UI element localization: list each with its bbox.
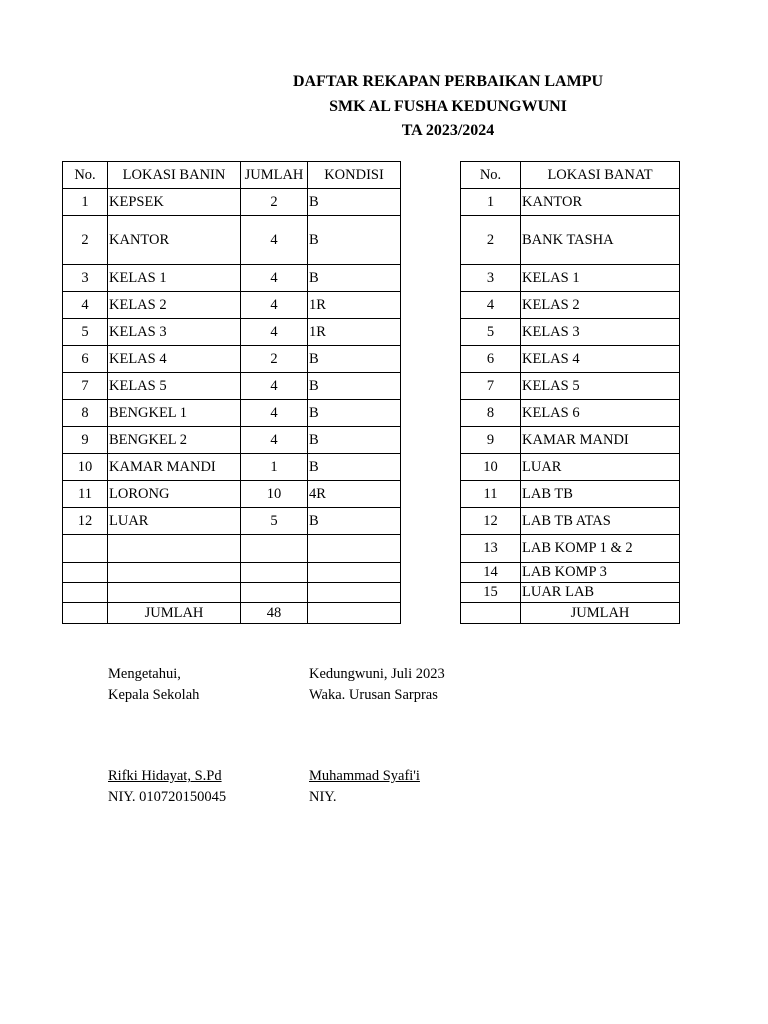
cell-no: 7 — [461, 373, 521, 400]
empty-cell — [63, 563, 108, 583]
table-row — [461, 400, 680, 427]
table-row — [461, 319, 680, 346]
cell-no: 12 — [63, 508, 108, 535]
signature-left-name-block — [108, 766, 226, 808]
cell-kondisi: B — [308, 427, 401, 454]
empty-cell — [241, 563, 308, 583]
table-row — [63, 400, 401, 427]
cell-jumlah: 4 — [241, 319, 308, 346]
cell-jumlah: 4 — [241, 373, 308, 400]
cell-jumlah: 4 — [241, 265, 308, 292]
cell-kondisi: B — [308, 400, 401, 427]
header-jumlah: JUMLAH — [241, 162, 308, 189]
cell-lokasi: KELAS 2 — [108, 292, 241, 319]
total-row — [63, 603, 401, 624]
cell-kondisi: B — [308, 454, 401, 481]
cell-jumlah: 10 — [241, 481, 308, 508]
table-row — [461, 508, 680, 535]
table-row — [63, 346, 401, 373]
header-lokasi: LOKASI BANAT — [521, 162, 680, 189]
total-label: JUMLAH — [108, 603, 241, 624]
cell-kondisi: B — [308, 189, 401, 216]
cell-lokasi: KELAS 3 — [521, 319, 680, 346]
cell-lokasi: LAB TB ATAS — [521, 508, 680, 535]
table-row — [461, 454, 680, 481]
cell-jumlah: 4 — [241, 427, 308, 454]
cell-kondisi: B — [308, 265, 401, 292]
cell-lokasi: BENGKEL 1 — [108, 400, 241, 427]
cell-no: 11 — [63, 481, 108, 508]
total-value: 48 — [241, 603, 308, 624]
cell-no: 4 — [461, 292, 521, 319]
table-row — [63, 319, 401, 346]
empty-cell — [308, 535, 401, 563]
table-row — [461, 292, 680, 319]
title-line-1: DAFTAR REKAPAN PERBAIKAN LAMPU — [292, 73, 604, 90]
total-row — [461, 603, 680, 624]
table-row — [63, 216, 401, 265]
empty-cell — [108, 535, 241, 563]
cell-jumlah: 4 — [241, 292, 308, 319]
cell-lokasi: KELAS 6 — [521, 400, 680, 427]
sig-right-id: NIY. — [309, 789, 337, 805]
cell-lokasi: KANTOR — [108, 216, 241, 265]
cell-no: 4 — [63, 292, 108, 319]
cell-kondisi: B — [308, 373, 401, 400]
cell-jumlah: 2 — [241, 189, 308, 216]
table-row — [461, 535, 680, 563]
cell-no: 1 — [63, 189, 108, 216]
cell-no: 5 — [461, 319, 521, 346]
table-header-row — [63, 162, 401, 189]
empty-cell — [308, 603, 401, 624]
sig-right-name: Muhammad Syafi'i — [309, 768, 420, 784]
table-header-row — [461, 162, 680, 189]
cell-lokasi: KEPSEK — [108, 189, 241, 216]
banat-table — [460, 161, 680, 624]
cell-kondisi: B — [308, 216, 401, 265]
table-row — [461, 189, 680, 216]
cell-lokasi: KANTOR — [521, 189, 680, 216]
cell-no: 2 — [63, 216, 108, 265]
cell-jumlah: 4 — [241, 216, 308, 265]
empty-row — [63, 583, 401, 603]
cell-no: 15 — [461, 583, 521, 603]
cell-jumlah: 1 — [241, 454, 308, 481]
cell-lokasi: KELAS 3 — [108, 319, 241, 346]
cell-no: 1 — [461, 189, 521, 216]
cell-lokasi: BANK TASHA — [521, 216, 680, 265]
empty-cell — [308, 563, 401, 583]
table-row — [63, 454, 401, 481]
cell-lokasi: KELAS 1 — [521, 265, 680, 292]
empty-cell — [63, 535, 108, 563]
cell-no: 8 — [63, 400, 108, 427]
sig-left-id: NIY. 010720150045 — [108, 789, 227, 805]
header-kondisi: KONDISI — [308, 162, 401, 189]
cell-no: 10 — [63, 454, 108, 481]
table-row — [63, 427, 401, 454]
cell-kondisi: B — [308, 346, 401, 373]
cell-no: 3 — [461, 265, 521, 292]
banin-table — [62, 161, 401, 624]
cell-no: 13 — [461, 535, 521, 563]
cell-lokasi: BENGKEL 2 — [108, 427, 241, 454]
cell-no: 10 — [461, 454, 521, 481]
sig-right-line2: Waka. Urusan Sarpras — [309, 687, 438, 703]
table-row — [63, 265, 401, 292]
header-lokasi: LOKASI BANIN — [108, 162, 241, 189]
signature-right — [309, 664, 445, 706]
cell-lokasi: KELAS 5 — [521, 373, 680, 400]
document-title — [0, 70, 768, 144]
cell-lokasi: LUAR — [521, 454, 680, 481]
table-row — [461, 583, 680, 603]
cell-no: 14 — [461, 563, 521, 583]
cell-no: 8 — [461, 400, 521, 427]
signature-right-name-block — [309, 766, 420, 808]
table-row — [461, 481, 680, 508]
table-row — [63, 508, 401, 535]
empty-cell — [461, 603, 521, 624]
table-row — [63, 373, 401, 400]
empty-cell — [108, 563, 241, 583]
sig-left-name: Rifki Hidayat, S.Pd — [108, 768, 222, 784]
cell-lokasi: KELAS 5 — [108, 373, 241, 400]
title-line-2: SMK AL FUSHA KEDUNGWUNI — [329, 97, 567, 115]
sig-right-line1: Kedungwuni, Juli 2023 — [309, 666, 445, 682]
empty-cell — [241, 535, 308, 563]
signature-left — [108, 664, 199, 706]
table-row — [461, 265, 680, 292]
cell-lokasi: KELAS 4 — [521, 346, 680, 373]
cell-lokasi: KAMAR MANDI — [108, 454, 241, 481]
table-row — [461, 346, 680, 373]
cell-lokasi: LAB KOMP 1 & 2 — [521, 535, 680, 563]
table-row — [63, 189, 401, 216]
cell-no: 12 — [461, 508, 521, 535]
cell-no: 9 — [63, 427, 108, 454]
cell-kondisi: B — [308, 508, 401, 535]
header-no: No. — [63, 162, 108, 189]
empty-row — [63, 535, 401, 563]
cell-lokasi: KELAS 2 — [521, 292, 680, 319]
cell-lokasi: LUAR LAB — [521, 583, 680, 603]
cell-lokasi: LAB KOMP 3 — [521, 563, 680, 583]
cell-lokasi: KAMAR MANDI — [521, 427, 680, 454]
empty-cell — [63, 583, 108, 603]
cell-no: 6 — [63, 346, 108, 373]
empty-cell — [63, 603, 108, 624]
cell-lokasi: LAB TB — [521, 481, 680, 508]
empty-cell — [108, 583, 241, 603]
cell-kondisi: 4R — [308, 481, 401, 508]
table-row — [63, 481, 401, 508]
empty-cell — [308, 583, 401, 603]
cell-no: 3 — [63, 265, 108, 292]
table-row — [461, 563, 680, 583]
cell-lokasi: LORONG — [108, 481, 241, 508]
cell-no: 11 — [461, 481, 521, 508]
table-row — [461, 373, 680, 400]
cell-jumlah: 2 — [241, 346, 308, 373]
cell-no: 2 — [461, 216, 521, 265]
header-no: No. — [461, 162, 521, 189]
cell-lokasi: KELAS 4 — [108, 346, 241, 373]
cell-lokasi: KELAS 1 — [108, 265, 241, 292]
table-row — [63, 292, 401, 319]
table-row — [461, 216, 680, 265]
cell-jumlah: 5 — [241, 508, 308, 535]
cell-lokasi: LUAR — [108, 508, 241, 535]
cell-kondisi: 1R — [308, 292, 401, 319]
empty-cell — [241, 583, 308, 603]
cell-no: 7 — [63, 373, 108, 400]
cell-jumlah: 4 — [241, 400, 308, 427]
cell-no: 9 — [461, 427, 521, 454]
total-label: JUMLAH — [521, 603, 680, 624]
sig-left-line1: Mengetahui, — [108, 666, 181, 682]
cell-kondisi: 1R — [308, 319, 401, 346]
title-line-3: TA 2023/2024 — [401, 122, 495, 139]
table-row — [461, 427, 680, 454]
cell-no: 6 — [461, 346, 521, 373]
sig-left-line2: Kepala Sekolah — [108, 687, 200, 703]
empty-row — [63, 563, 401, 583]
cell-no: 5 — [63, 319, 108, 346]
